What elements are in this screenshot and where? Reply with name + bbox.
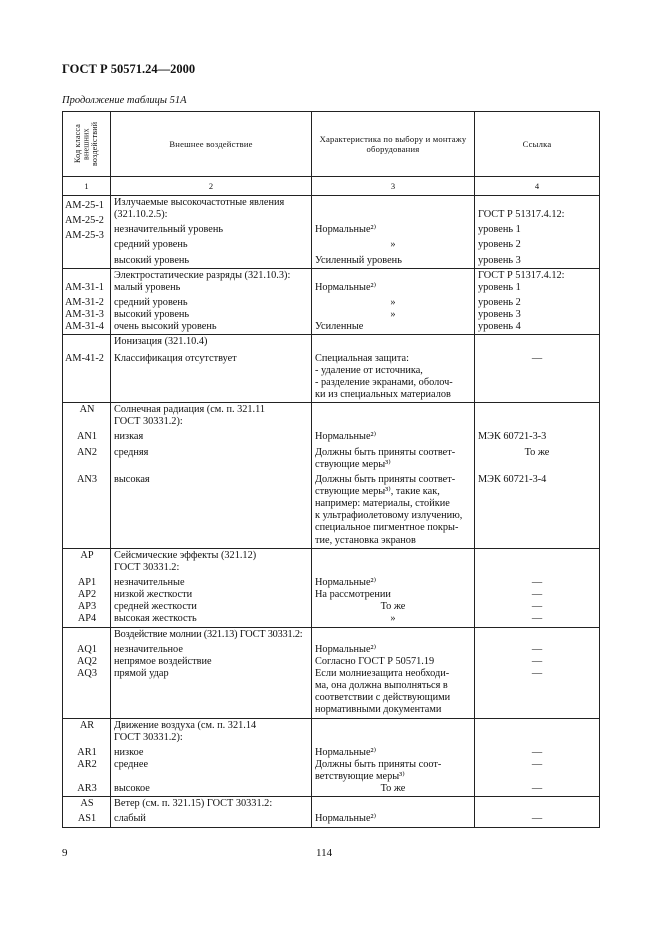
page-number-center: 114	[316, 847, 333, 859]
reference-cell: — — — —	[475, 548, 600, 627]
column-number-row	[63, 177, 600, 196]
page-number-left: 9	[62, 847, 68, 859]
table-continuation-caption: Продолжение таблицы 51А	[62, 95, 187, 106]
table-51a	[62, 111, 599, 833]
code-cell: AR AR1 AR2 AR3	[63, 718, 111, 797]
table-row	[63, 268, 600, 335]
table-row	[63, 548, 600, 627]
reference-cell: — — —	[475, 718, 600, 797]
reference-cell: —	[475, 335, 600, 403]
characteristic-cell: Нормальные²⁾ На рассмотрении То же »	[312, 548, 475, 627]
code-cell: AM-31-1 AM-31-2 AM-31-3 AM-31-4	[63, 268, 111, 335]
column-header-characteristic: Характеристика по выбору и монтажу оборудования	[312, 112, 475, 177]
characteristic-cell: Специальная защита: - удаление от источника, - разделение экранами, оболоч- ки из специальных материалов	[312, 335, 475, 403]
column-number: 3	[312, 177, 475, 196]
table-row	[63, 627, 600, 718]
code-cell: AS AS1	[63, 797, 111, 827]
data-table	[62, 111, 600, 828]
column-header-effect: Внешнее воздействие	[111, 112, 312, 177]
effect-cell: Солнечная радиация (см. п. 321.11 ГОСТ 30331.2): низкая средняя высокая	[111, 403, 312, 549]
column-number: 1	[63, 177, 111, 196]
effect-cell: Сейсмические эффекты (321.12) ГОСТ 30331.2: незначительные низкой жесткости средней жесткости высокая жесткость	[111, 548, 312, 627]
characteristic-cell: Нормальные²⁾ » » Усиленные	[312, 268, 475, 335]
reference-cell: ГОСТ Р 51317.4.12: уровень 1 уровень 2 уровень 3	[475, 196, 600, 269]
table-header-row	[63, 112, 600, 177]
effect-cell: Ветер (см. п. 321.15) ГОСТ 30331.2: слабый	[111, 797, 312, 827]
reference-cell: — — —	[475, 627, 600, 718]
effect-cell: Движение воздуха (см. п. 321.14 ГОСТ 30331.2): низкое среднее высокое	[111, 718, 312, 797]
reference-cell: ГОСТ Р 51317.4.12: уровень 1 уровень 2 уровень 3 уровень 4	[475, 268, 600, 335]
column-number: 2	[111, 177, 312, 196]
characteristic-cell: Нормальные²⁾ » Усиленный уровень	[312, 196, 475, 269]
reference-cell: МЭК 60721-3-3 То же МЭК 60721-3-4	[475, 403, 600, 549]
code-cell: AM-41-2	[63, 335, 111, 403]
characteristic-cell: Нормальные²⁾ Должны быть приняты соответ- ствующие меры³⁾ Должны быть приняты соответ- ствующие меры³⁾, такие как, например: материалы, стойкие к ультрафиолетовому излучению, специальное пигментное покры- тие, установка экранов	[312, 403, 475, 549]
effect-cell: Воздействие молнии (321.13) ГОСТ 30331.2: незначительное непрямое воздействие прямой удар	[111, 627, 312, 718]
table-row	[63, 797, 600, 827]
code-cell: AP AP1 AP2 AP3 AP4	[63, 548, 111, 627]
code-cell: AQ1 AQ2 AQ3	[63, 627, 111, 718]
code-cell: AN AN1 AN2 AN3	[63, 403, 111, 549]
document-title: ГОСТ Р 50571.24—2000	[62, 62, 196, 76]
table-row	[63, 196, 600, 269]
table-row	[63, 718, 600, 797]
table-row	[63, 335, 600, 403]
column-header-reference: Ссылка	[475, 112, 600, 177]
effect-cell: Электростатические разряды (321.10.3): малый уровень средний уровень высокий уровень очень высокий уровень	[111, 268, 312, 335]
characteristic-cell: Нормальные²⁾ Согласно ГОСТ Р 50571.19 Если молниезащита необходи- ма, она должна выполняться в соответствии с действующими нормативными документами	[312, 627, 475, 718]
characteristic-cell: Нормальные²⁾ Должны быть приняты соот- ветствующие меры³⁾ То же	[312, 718, 475, 797]
effect-cell: Излучаемые высокочастотные явления (321.10.2.5): незначительный уровень средний уровень высокий уровень	[111, 196, 312, 269]
characteristic-cell: Нормальные²⁾	[312, 797, 475, 827]
effect-cell: Ионизация (321.10.4) Классификация отсутствует	[111, 335, 312, 403]
reference-cell: —	[475, 797, 600, 827]
code-cell: AM-25-1 AM-25-2 AM-25-3	[63, 196, 111, 269]
column-number: 4	[475, 177, 600, 196]
table-row	[63, 403, 600, 549]
column-header-code: Код класса внешних воздействий	[63, 112, 111, 177]
